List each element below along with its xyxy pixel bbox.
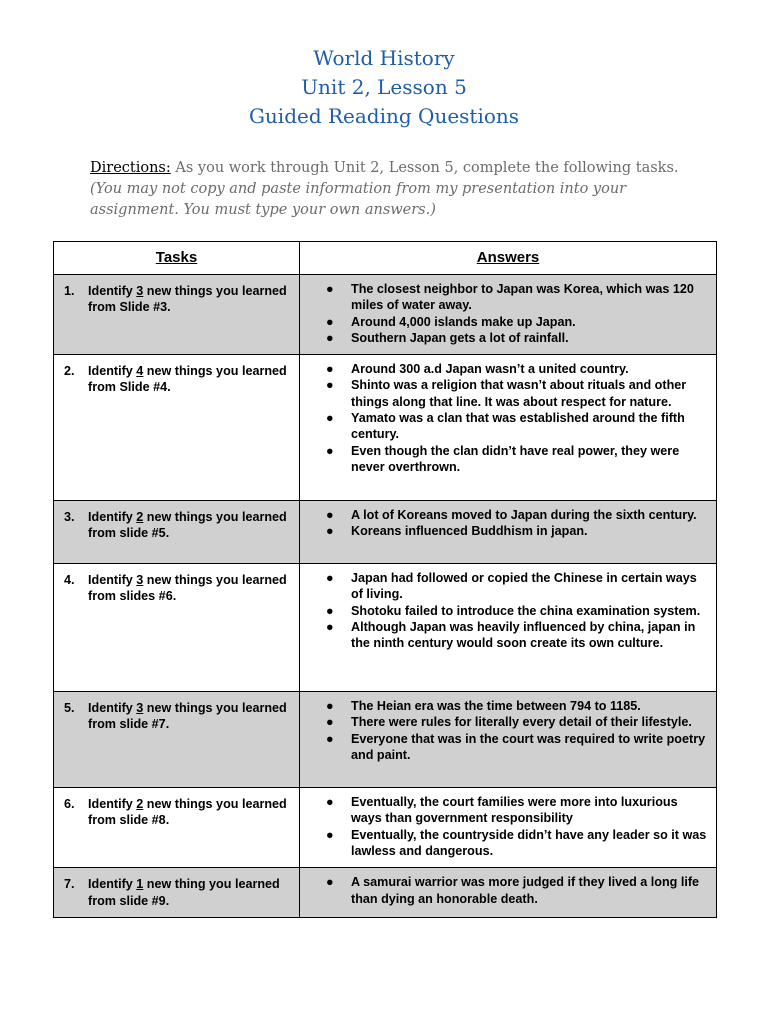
list-item xyxy=(326,443,708,476)
answer-cell xyxy=(300,275,717,355)
answer-text: Eventually, the court families were more into luxurious ways than government responsibility xyxy=(351,795,678,826)
answer-text: Around 300 a.d Japan wasn’t a united country. xyxy=(351,362,629,377)
task-count: 1 xyxy=(136,877,144,892)
directions-note: (You may not copy and paste information from my presentation into your assignment. You must type your own answers.) xyxy=(90,181,627,218)
answer-text: Koreans influenced Buddhism in japan. xyxy=(351,524,588,539)
title-line-2: Unit 2, Lesson 5 xyxy=(301,75,467,99)
answer-text: Everyone that was in the court was required to write poetry and paint. xyxy=(351,731,706,763)
answer-text: The Heian era was the time between 794 to 1185. xyxy=(351,699,641,714)
answer-cell xyxy=(300,788,717,868)
task-cell xyxy=(54,355,300,501)
task-text xyxy=(88,283,293,316)
task-prefix: Identify xyxy=(88,797,137,812)
bullet-icon: ● xyxy=(326,282,334,296)
answer-text: A lot of Koreans moved to Japan during the sixth century. xyxy=(351,508,697,523)
bullet-icon: ● xyxy=(326,827,334,842)
list-item xyxy=(326,361,708,377)
answer-list xyxy=(326,874,708,907)
answer-text: A samurai warrior was more judged if they lived a long life than dying an honorable death. xyxy=(351,875,700,906)
task-item xyxy=(64,283,293,316)
task-text xyxy=(88,509,293,542)
answer-text: Shotoku failed to introduce the china examination system. xyxy=(351,603,701,618)
task-cell xyxy=(54,868,300,918)
bullet-icon: ● xyxy=(326,699,334,714)
task-cell xyxy=(54,275,300,355)
task-item xyxy=(64,509,293,542)
task-number: 1. xyxy=(64,284,75,298)
task-number: 2. xyxy=(64,364,75,379)
task-text xyxy=(88,572,293,605)
task-prefix: Identify xyxy=(88,573,137,588)
task-suffix: new things you learned from Slide #3. xyxy=(88,284,287,315)
answer-text: Eventually, the countryside didn’t have any leader so it was lawless and dangerous. xyxy=(351,827,707,859)
task-count: 4 xyxy=(136,364,144,379)
list-item xyxy=(326,377,708,410)
task-number: 6. xyxy=(64,797,75,812)
guided-reading-table xyxy=(53,241,717,918)
table-row xyxy=(54,501,717,564)
bullet-icon: ● xyxy=(326,795,334,810)
list-item xyxy=(326,603,708,619)
bullet-icon: ● xyxy=(326,330,334,345)
task-prefix: Identify xyxy=(88,364,137,379)
task-count: 2 xyxy=(136,797,144,812)
bullet-icon: ● xyxy=(326,508,334,523)
task-item xyxy=(64,796,293,829)
bullet-icon: ● xyxy=(326,571,334,586)
task-text xyxy=(88,796,293,829)
answer-list xyxy=(326,570,708,651)
table-row xyxy=(54,788,717,868)
document-title xyxy=(0,44,768,131)
answer-list xyxy=(326,281,708,346)
bullet-icon: ● xyxy=(326,603,334,618)
answer-list xyxy=(326,698,708,763)
task-prefix: Identify xyxy=(88,877,137,892)
list-item xyxy=(326,330,708,346)
task-count: 3 xyxy=(136,284,144,298)
directions-paragraph xyxy=(90,158,680,221)
answer-text: Although Japan was heavily influenced by china, japan in the ninth century would soon create its own culture. xyxy=(351,620,696,651)
answer-text: Japan had followed or copied the Chinese in certain ways of living. xyxy=(351,571,697,602)
answer-list xyxy=(326,507,708,540)
answer-text: Yamato was a clan that was established around the fifth century. xyxy=(351,411,685,442)
task-count: 3 xyxy=(136,701,144,716)
list-item xyxy=(326,570,708,603)
table-row xyxy=(54,275,717,355)
task-number: 5. xyxy=(64,701,75,716)
task-item xyxy=(64,700,293,733)
task-item xyxy=(64,876,293,909)
task-suffix: new things you learned from slides #6. xyxy=(88,573,287,604)
list-item xyxy=(326,827,708,860)
task-suffix: new thing you learned from slide #9. xyxy=(88,877,280,908)
answer-text: There were rules for literally every detail of their lifestyle. xyxy=(351,715,692,730)
bullet-icon: ● xyxy=(326,411,334,426)
task-suffix: new things you learned from slide #7. xyxy=(88,701,287,732)
directions-label: Directions: xyxy=(90,160,171,176)
task-prefix: Identify xyxy=(88,510,137,525)
list-item xyxy=(326,731,708,764)
bullet-icon: ● xyxy=(326,524,334,539)
task-number: 7. xyxy=(64,877,75,892)
list-item xyxy=(326,714,708,730)
bullet-icon: ● xyxy=(326,443,334,458)
task-prefix: Identify xyxy=(88,284,137,298)
task-prefix: Identify xyxy=(88,701,137,716)
answer-text: Even though the clan didn’t have real power, they were never overthrown. xyxy=(351,443,680,474)
answer-cell xyxy=(300,355,717,501)
task-count: 3 xyxy=(136,573,144,588)
task-item xyxy=(64,572,293,605)
task-number: 4. xyxy=(64,573,75,588)
answer-list xyxy=(326,361,708,475)
table-row xyxy=(54,564,717,692)
tasks-column-header: Tasks xyxy=(54,242,300,275)
bullet-icon: ● xyxy=(326,314,334,329)
task-cell xyxy=(54,501,300,564)
answer-cell xyxy=(300,564,717,692)
answer-text: Shinto was a religion that wasn’t about rituals and other things along that line. It was about respect for nature. xyxy=(351,378,687,409)
answer-text: Around 4,000 islands make up Japan. xyxy=(351,314,576,329)
task-item xyxy=(64,363,293,396)
list-item xyxy=(326,874,708,907)
bullet-icon: ● xyxy=(326,715,334,730)
task-suffix: new things you learned from slide #5. xyxy=(88,510,287,541)
table-body xyxy=(54,275,717,918)
list-item xyxy=(326,281,708,314)
task-text xyxy=(88,876,293,909)
task-cell xyxy=(54,692,300,788)
bullet-icon: ● xyxy=(326,620,334,635)
task-cell xyxy=(54,788,300,868)
bullet-icon: ● xyxy=(326,731,334,746)
table-header-row xyxy=(54,242,717,275)
bullet-icon: ● xyxy=(326,378,334,393)
answer-text: Southern Japan gets a lot of rainfall. xyxy=(351,330,569,345)
title-line-3: Guided Reading Questions xyxy=(248,104,520,128)
task-number: 3. xyxy=(64,510,75,525)
list-item xyxy=(326,507,708,523)
list-item xyxy=(326,619,708,652)
table-row xyxy=(54,355,717,501)
task-suffix: new things you learned from slide #8. xyxy=(88,797,287,828)
task-text xyxy=(88,363,293,396)
task-count: 2 xyxy=(136,510,144,525)
answers-column-header: Answers xyxy=(300,242,717,275)
answer-cell xyxy=(300,868,717,918)
task-text xyxy=(88,700,293,733)
answer-list xyxy=(326,794,708,859)
list-item xyxy=(326,314,708,330)
list-item xyxy=(326,523,708,539)
task-cell xyxy=(54,564,300,692)
task-suffix: new things you learned from Slide #4. xyxy=(88,364,287,395)
bullet-icon: ● xyxy=(326,362,334,377)
table-row xyxy=(54,692,717,788)
answer-cell xyxy=(300,692,717,788)
list-item xyxy=(326,794,708,827)
list-item xyxy=(326,698,708,714)
answer-cell xyxy=(300,501,717,564)
directions-text: As you work through Unit 2, Lesson 5, complete the following tasks. xyxy=(170,160,679,176)
title-line-1: World History xyxy=(313,46,455,70)
answer-text: The closest neighbor to Japan was Korea, which was 120 miles of water away. xyxy=(351,282,694,313)
table-row xyxy=(54,868,717,918)
bullet-icon: ● xyxy=(326,875,334,890)
list-item xyxy=(326,410,708,443)
